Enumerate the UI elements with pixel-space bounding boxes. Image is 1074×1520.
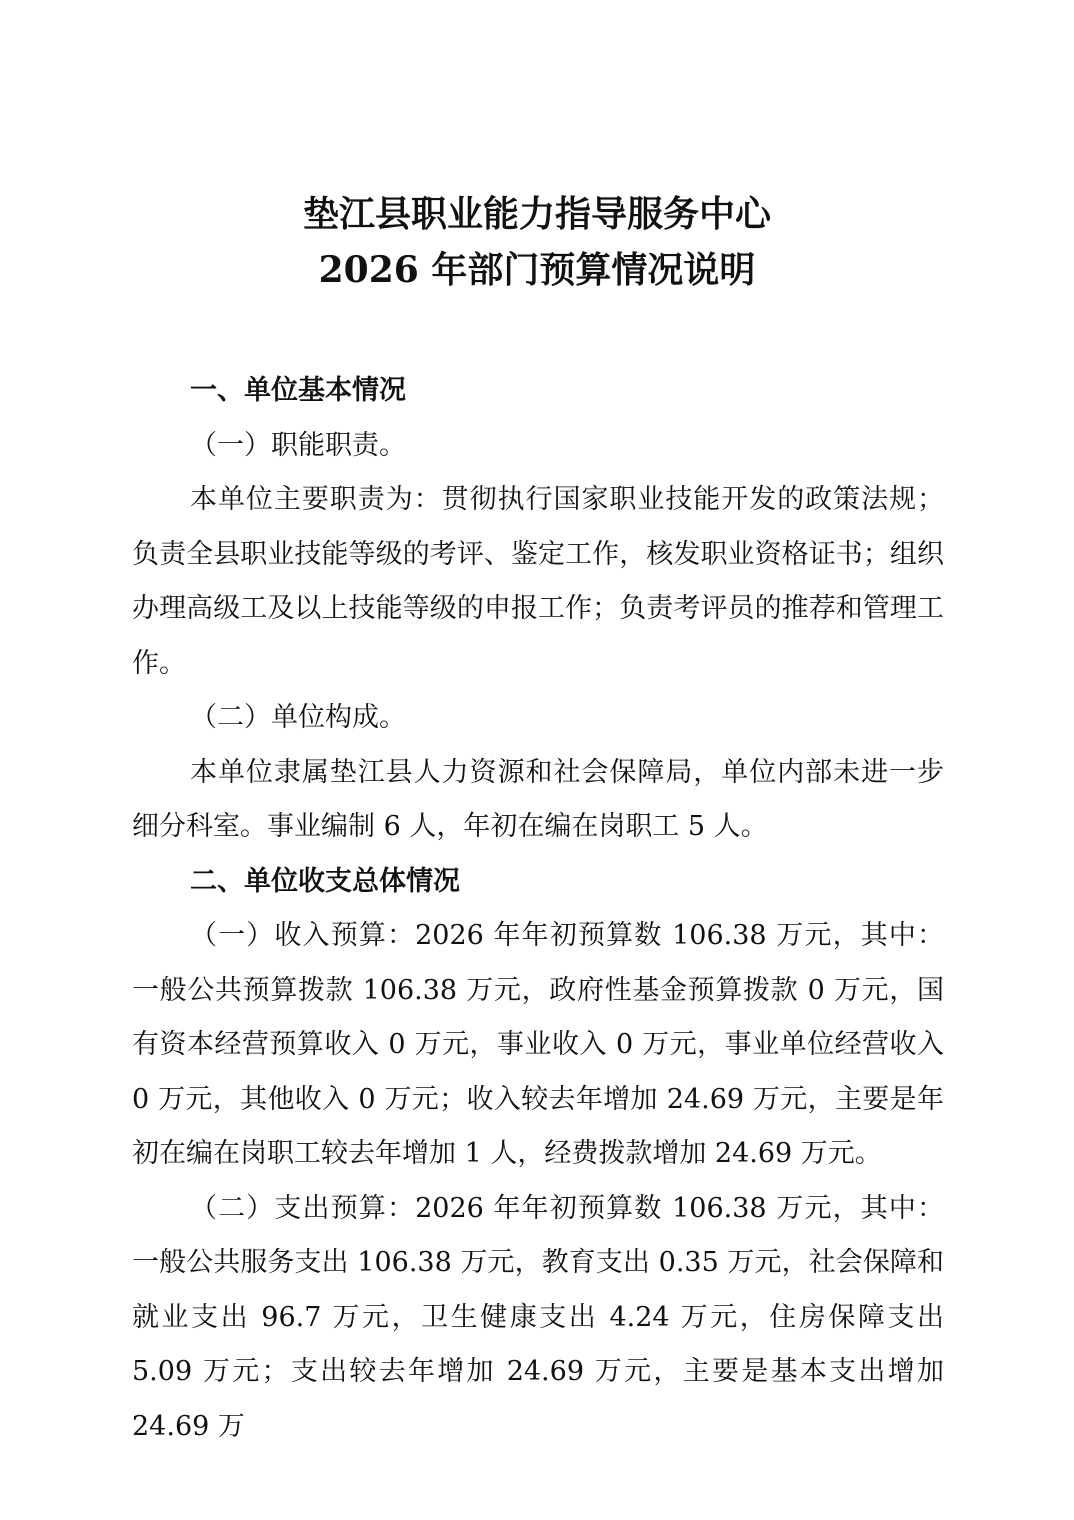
paragraph-expenditure-budget: （二）支出预算：2026 年年初预算数 106.38 万元，其中：一般公共服务支出 106.38 万元，教育支出 0.35 万元，社会保障和就业支出 96.7 万元，卫生健康支出 4.24 万元，住房保障支出 5.09 万元；支出较去年增加 24.69 万元，主要是基本支出增加 24.69 万 <box>132 1192 944 1442</box>
section-heading-budget-overview: 二、单位收支总体情况 <box>190 865 460 897</box>
document-title-line1: 垫江县职业能力指导服务中心 <box>302 193 771 235</box>
paragraph-composition: 本单位隶属垫江县人力资源和社会保障局，单位内部未进一步细分科室。事业编制 6 人，年初在编在岗职工 5 人。 <box>132 756 944 842</box>
paragraph-income-budget: （一）收入预算：2026 年年初预算数 106.38 万元，其中：一般公共预算拨款 106.38 万元，政府性基金预算拨款 0 万元，国有资本经营预算收入 0 万元，事业收入 0 万元，事业单位经营收入 0 万元，其他收入 0 万元；收入较去年增加 24.69 万元，主要是年初在编在岗职工较去年增加 1 人，经费拨款增加 24.69 万元。 <box>132 920 944 1169</box>
subheading-functions: （一）职能职责。 <box>190 429 406 461</box>
document-title-line2: 2026 年部门预算情况说明 <box>318 249 756 291</box>
document-body <box>132 364 944 1454</box>
section-heading-basic-info: 一、单位基本情况 <box>190 375 406 406</box>
paragraph-functions: 本单位主要职责为：贯彻执行国家职业技能开发的政策法规；负责全县职业技能等级的考评、鉴定工作，核发职业资格证书；组织办理高级工及以上技能等级的申报工作；负责考评员的推荐和管理工作。 <box>132 484 944 679</box>
subheading-composition: （二）单位构成。 <box>190 702 406 733</box>
